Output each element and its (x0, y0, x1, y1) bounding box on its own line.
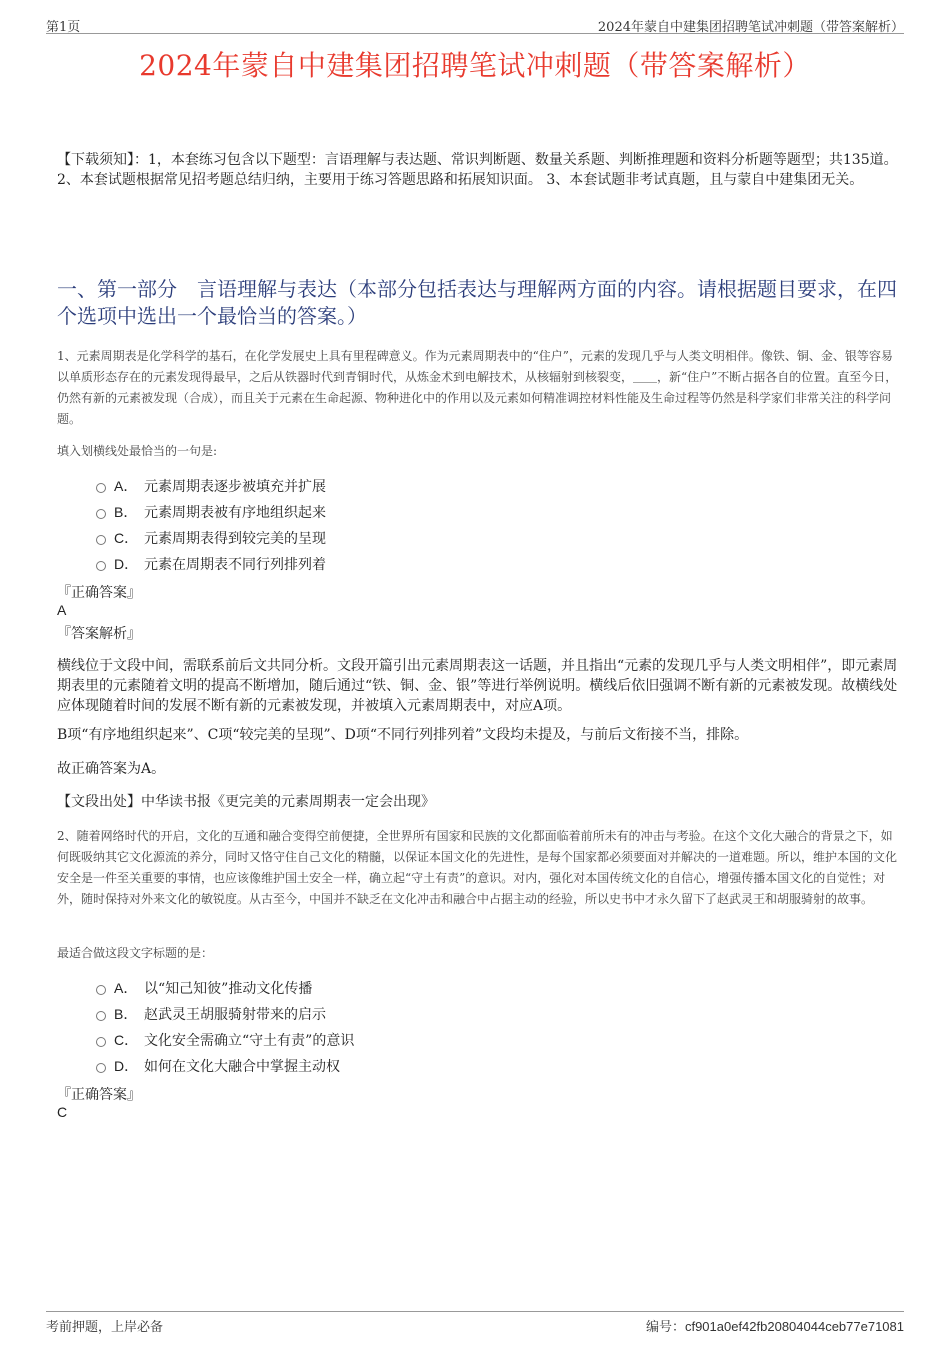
option-text: 元素在周期表不同行列排列着 (144, 557, 326, 573)
option-letter: C． (114, 530, 139, 546)
question-1-analysis-2: B项“有序地组织起来”、C项“较完美的呈现”、D项“不同行列排列着”文段均未提及，与前后文衔接不当，排除。 (57, 727, 749, 743)
footer-code-value: cf901a0ef42fb20804044ceb77e71081 (684, 1319, 904, 1334)
option-text: 如何在文化大融合中掌握主动权 (144, 1059, 340, 1075)
option-letter: A． (114, 478, 138, 494)
radio-icon[interactable] (96, 483, 106, 493)
option-text: 元素周期表被有序地组织起来 (144, 505, 326, 521)
question-1-prompt: 填入划横线处最恰当的一句是: (57, 444, 218, 458)
question-1-option-d[interactable] (96, 551, 326, 577)
option-letter: A． (114, 980, 138, 996)
radio-icon[interactable] (96, 985, 106, 995)
question-1-answer-label: 『正确答案』 (57, 585, 141, 601)
question-1-analysis-3: 故正确答案为A。 (57, 761, 166, 777)
question-2-answer-label: 『正确答案』 (57, 1087, 141, 1103)
question-2-option-b[interactable] (96, 1001, 354, 1027)
option-text: 文化安全需确立“守土有责”的意识 (144, 1033, 355, 1049)
option-text: 赵武灵王胡服骑射带来的启示 (144, 1007, 326, 1023)
page-number: 第1页 (46, 20, 81, 35)
radio-icon[interactable] (96, 561, 106, 571)
header-doc-title: 2024年蒙自中建集团招聘笔试冲刺题（带答案解析） (597, 20, 904, 35)
option-text: 元素周期表得到较完美的呈现 (144, 531, 326, 547)
option-text: 以“知己知彼”推动文化传播 (144, 981, 313, 997)
question-1-answer: A (57, 602, 67, 618)
question-1-option-b[interactable] (96, 499, 326, 525)
question-2-option-a[interactable] (96, 975, 354, 1001)
page-footer (46, 1311, 904, 1335)
option-letter: B． (114, 1006, 138, 1022)
radio-icon[interactable] (96, 1063, 106, 1073)
option-letter: D． (114, 1058, 139, 1074)
question-1-options (96, 473, 326, 577)
radio-icon[interactable] (96, 535, 106, 545)
question-1-option-c[interactable] (96, 525, 326, 551)
option-letter: C． (114, 1032, 139, 1048)
question-2-option-d[interactable] (96, 1053, 354, 1079)
page-header (46, 14, 904, 34)
question-2-text: 2、随着网络时代的开启，文化的互通和融合变得空前便捷，全世界所有国家和民族的文化都面临着前所未有的冲击与考验。在这个文化大融合的背景之下，如何既吸纳其它文化源流的养分，同时又恪守住自己文化的精髓，以保证本国文化的先进性，是每个国家都必须要面对并解决的一道难题。所以，维护本国的文化安全是一件至关重要的事情，也应该像维护国土安全一样，确立起“守土有责”的意识。对内，强化对本国传统文化的自信心，增强传播本国文化的自觉性；对外，随时保持对外来文化的敏锐度。从古至今，中国并不缺乏在文化冲击和融合中占据主动的经验，所以史书中才永久留下了赵武灵王和胡服骑射的故事。 (57, 829, 898, 906)
question-1-text: 1、元素周期表是化学科学的基石，在化学发展史上具有里程碑意义。作为元素周期表中的“住户”，元素的发现几乎与人类文明相伴。像铁、铜、金、银等容易以单质形态存在的元素发现得最早，之后从铁器时代到青铜时代，从炼金术到电解技术，从核辐射到核裂变，＿＿，新“住户”不断占据各自的位置。直至今日，仍然有新的元素被发现（合成），而且关于元素在生命起源、物种进化中的作用以及元素如何精准调控材料性能及生命过程等仍然是科学家们非常关注的科学问题。 (57, 349, 898, 426)
footer-code-label: 编号： (645, 1320, 685, 1335)
radio-icon[interactable] (96, 1011, 106, 1021)
question-2-option-c[interactable] (96, 1027, 354, 1053)
question-1-analysis-1: 横线位于文段中间，需联系前后文共同分析。文段开篇引出元素周期表这一话题，并且指出“元素的发现几乎与人类文明相伴”，即元素周期表里的元素随着文明的提高不断增加，随后通过“铁、铜、金、银”等进行举例说明。横线后依旧强调不断有新的元素被发现。故横线处应体现随着时间的发展不断有新的元素被发现，并被填入元素周期表中，对应A项。 (57, 658, 898, 714)
question-2-prompt: 最适合做这段文字标题的是： (57, 946, 214, 960)
footer-code (646, 1316, 904, 1335)
question-2-options (96, 975, 354, 1079)
question-2-answer: C (57, 1104, 68, 1120)
section-title: 一、第一部分 言语理解与表达（本部分包括表达与理解两方面的内容。请根据题目要求，在四个选项中选出一个最恰当的答案。） (57, 277, 897, 328)
download-notice: 【下载须知】：1，本套练习包含以下题型：言语理解与表达题、常识判断题、数量关系题、判断推理题和资料分析题等题型；共135道。 2、本套试题根据常见招考题总结归纳，主要用于练习答题思路和拓展知识面。 3、本套试题非考试真题，且与蒙自中建集团无关。 (57, 152, 898, 188)
option-letter: B． (114, 504, 138, 520)
question-1-analysis-label: 『答案解析』 (57, 626, 141, 642)
footer-slogan: 考前押题，上岸必备 (46, 1320, 164, 1335)
radio-icon[interactable] (96, 509, 106, 519)
option-letter: D． (114, 556, 139, 572)
radio-icon[interactable] (96, 1037, 106, 1047)
question-1-source: 【文段出处】中华读书报《更完美的元素周期表一定会出现》 (57, 794, 435, 810)
question-1-option-a[interactable] (96, 473, 326, 499)
option-text: 元素周期表逐步被填充并扩展 (144, 479, 326, 495)
page-title: 2024年蒙自中建集团招聘笔试冲刺题（带答案解析） (139, 49, 811, 82)
